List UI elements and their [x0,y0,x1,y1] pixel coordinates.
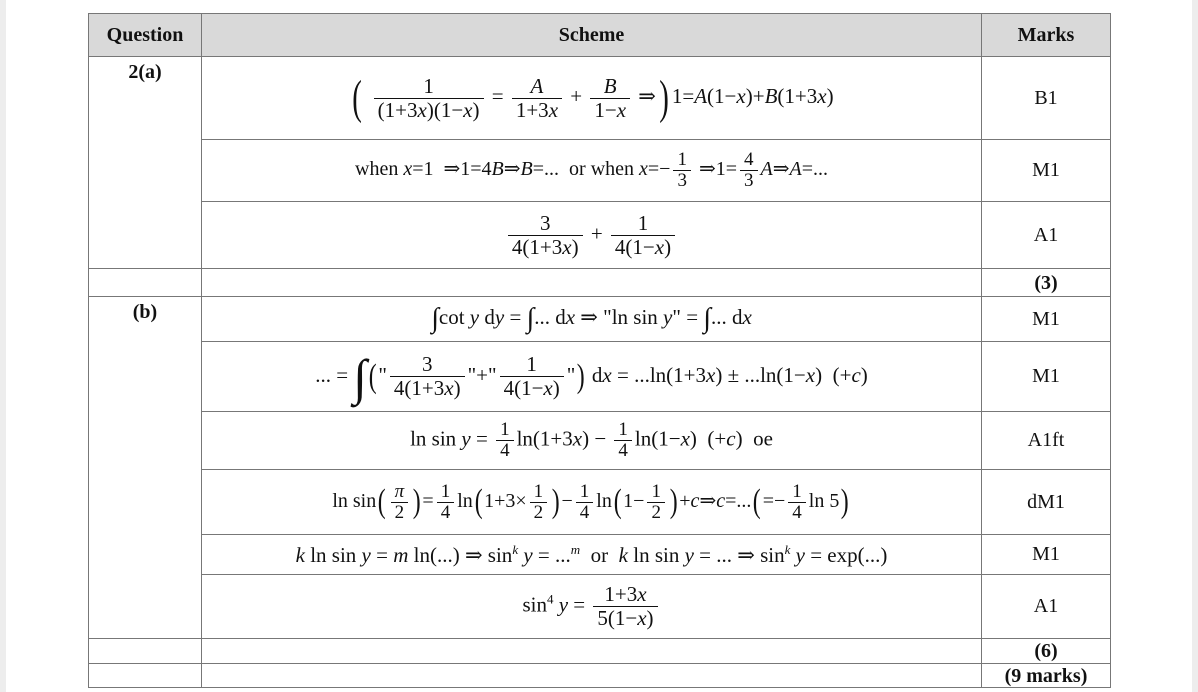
table-row [89,140,1111,202]
subtotal-row [89,639,1111,664]
mark-cell: M1 [982,140,1111,202]
table-row [89,535,1111,575]
header-marks: Marks [982,14,1111,57]
question-label-2b: (b) [89,297,202,639]
mark-cell: B1 [982,57,1111,140]
scheme-text: when [355,158,399,181]
mark-cell: A1 [982,575,1111,639]
scheme-step: ... = ∫(" $\frac{3}{4(1+3x)}$ "+" $\frac{1}{4(1-x)}$ ") dx = ...ln(1+3x) ± ...ln(1−x) (+c) [202,342,982,412]
mark-cell: M1 [982,342,1111,412]
table-row [89,575,1111,639]
scheme-text: oe [753,426,773,451]
header-question: Question [89,14,202,57]
scheme-step: k ln sin y = m ln(...) ⇒ $\sin^k y = ...^m$ or k ln sin y = ... ⇒ $\sin^k y = \exp(...)$ [202,535,982,575]
scheme-step: $\frac{3}{4(1+3x)}$ + $\frac{1}{4(1-x)}$ [202,202,982,269]
subtotal-b: (6) [982,639,1111,664]
scheme-step: ( $\frac{1}{(1+3x)(1-x)}$ = $\frac{A}{1+3x}$ + $\frac{B}{1-x}$ ⇒) 1=A(1−x)+B(1+3x) [202,57,982,140]
total-row [89,664,1111,688]
scheme-step: ln sin( $\frac{\pi}{2}$ )= $\frac{1}{4}$ ln(1+3× $\frac{1}{2}$ )− $\frac{1}{4}$ ln(1− $\frac{1}{2}$ )+c⇒c=...(=− $\frac{1}{4}$ ln 5) [202,470,982,535]
mark-cell: A1 [982,202,1111,269]
scheme-step: when x=1 ⇒1=4B⇒B=... or when x=− $\frac{1}{3}$ ⇒1= $\frac{4}{3}$ A⇒A=... [202,140,982,202]
table-row [89,297,1111,342]
table-row [89,412,1111,470]
table-row [89,202,1111,269]
table-row [89,470,1111,535]
scheme-step: ∫cot y dy = ∫... dx ⇒ "ln sin y" = ∫... dx [202,297,982,342]
total-marks: (9 marks) [982,664,1111,688]
table-row [89,342,1111,412]
subtotal-row [89,269,1111,297]
scheme-step: ln sin y = $\frac{1}{4}$ ln(1+3x) − $\frac{1}{4}$ ln(1−x) (+c) oe [202,412,982,470]
scheme-step: $\sin^4 y$ = $\frac{1+3x}{5(1-x)}$ [202,575,982,639]
mark-scheme-table [88,13,1111,688]
scheme-text: or when [569,158,635,181]
mark-cell: M1 [982,297,1111,342]
header-row [89,14,1111,57]
header-scheme: Scheme [202,14,982,57]
mark-cell: A1ft [982,412,1111,470]
page-edge-left [0,0,6,692]
scheme-text: or [590,542,609,567]
table-row [89,57,1111,140]
page-edge-right [1192,0,1198,692]
mark-cell: M1 [982,535,1111,575]
subtotal-a: (3) [982,269,1111,297]
question-label-2a: 2(a) [89,57,202,269]
mark-cell: dM1 [982,470,1111,535]
